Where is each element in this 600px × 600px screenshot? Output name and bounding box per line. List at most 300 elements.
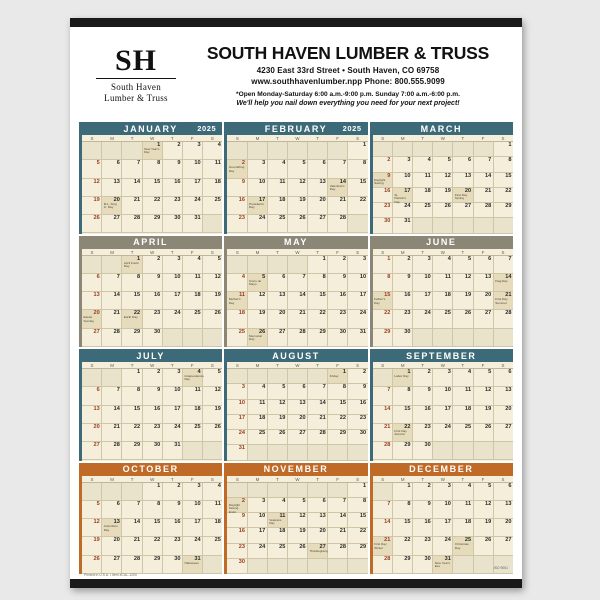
day-cell[interactable] — [328, 384, 348, 399]
day-cell[interactable] — [163, 519, 183, 537]
day-cell[interactable] — [288, 329, 308, 347]
day-cell[interactable] — [227, 179, 247, 197]
day-cell[interactable] — [163, 179, 183, 197]
day-cell[interactable] — [393, 329, 413, 347]
day-cell[interactable] — [494, 369, 513, 387]
day-cell[interactable] — [433, 424, 453, 442]
day-cell[interactable] — [183, 406, 203, 424]
day-cell[interactable] — [308, 256, 328, 274]
day-cell[interactable] — [122, 424, 142, 442]
day-cell[interactable] — [453, 369, 473, 387]
day-cell[interactable] — [203, 142, 222, 160]
day-cell[interactable] — [413, 274, 433, 292]
day-cell[interactable] — [82, 160, 102, 178]
day-cell[interactable] — [433, 519, 453, 537]
day-cell[interactable] — [227, 415, 247, 430]
day-cell[interactable] — [328, 274, 348, 292]
day-cell[interactable] — [308, 215, 328, 233]
day-cell[interactable] — [102, 556, 122, 574]
day-cell[interactable] — [433, 157, 453, 172]
day-cell[interactable] — [248, 179, 268, 197]
day-cell[interactable] — [163, 142, 183, 160]
day-cell[interactable] — [348, 292, 367, 310]
day-cell[interactable] — [248, 528, 268, 543]
day-cell[interactable] — [248, 415, 268, 430]
day-cell[interactable] — [268, 498, 288, 513]
day-cell[interactable] — [203, 292, 222, 310]
day-cell[interactable] — [183, 215, 203, 233]
day-cell[interactable] — [122, 329, 142, 347]
day-cell[interactable] — [373, 387, 393, 405]
day-cell[interactable] — [494, 157, 513, 172]
day-cell[interactable] — [308, 274, 328, 292]
day-cell[interactable] — [474, 501, 494, 519]
day-cell[interactable] — [183, 501, 203, 519]
day-cell[interactable] — [328, 215, 348, 233]
day-cell[interactable] — [163, 406, 183, 424]
day-cell[interactable] — [143, 519, 163, 537]
day-cell[interactable] — [288, 544, 308, 559]
day-cell[interactable] — [348, 142, 367, 160]
day-cell[interactable] — [474, 188, 494, 203]
day-cell[interactable] — [413, 256, 433, 274]
day-cell[interactable] — [494, 501, 513, 519]
day-cell[interactable] — [143, 369, 163, 387]
day-cell[interactable] — [288, 400, 308, 415]
day-cell[interactable] — [143, 310, 163, 328]
day-cell[interactable] — [163, 256, 183, 274]
day-cell[interactable] — [494, 424, 513, 442]
day-cell[interactable] — [393, 424, 413, 442]
day-cell[interactable] — [373, 173, 393, 188]
day-cell[interactable] — [268, 384, 288, 399]
day-cell[interactable] — [102, 406, 122, 424]
day-cell[interactable] — [328, 369, 348, 384]
day-cell[interactable] — [494, 274, 513, 292]
day-cell[interactable] — [453, 483, 473, 501]
day-cell[interactable] — [122, 501, 142, 519]
day-cell[interactable] — [227, 528, 247, 543]
day-cell[interactable] — [328, 513, 348, 528]
day-cell[interactable] — [328, 256, 348, 274]
day-cell[interactable] — [203, 197, 222, 215]
day-cell[interactable] — [373, 188, 393, 203]
day-cell[interactable] — [163, 160, 183, 178]
day-cell[interactable] — [348, 400, 367, 415]
day-cell[interactable] — [82, 442, 102, 460]
day-cell[interactable] — [227, 445, 247, 460]
day-cell[interactable] — [308, 384, 328, 399]
day-cell[interactable] — [203, 501, 222, 519]
day-cell[interactable] — [227, 310, 247, 328]
day-cell[interactable] — [268, 430, 288, 445]
day-cell[interactable] — [163, 387, 183, 405]
day-cell[interactable] — [163, 369, 183, 387]
day-cell[interactable] — [227, 292, 247, 310]
day-cell[interactable] — [82, 179, 102, 197]
day-cell[interactable] — [183, 519, 203, 537]
day-cell[interactable] — [268, 528, 288, 543]
day-cell[interactable] — [348, 498, 367, 513]
day-cell[interactable] — [328, 498, 348, 513]
day-cell[interactable] — [102, 179, 122, 197]
day-cell[interactable] — [433, 292, 453, 310]
day-cell[interactable] — [203, 179, 222, 197]
day-cell[interactable] — [183, 387, 203, 405]
day-cell[interactable] — [308, 197, 328, 215]
day-cell[interactable] — [143, 256, 163, 274]
day-cell[interactable] — [308, 544, 328, 559]
day-cell[interactable] — [122, 556, 142, 574]
day-cell[interactable] — [143, 406, 163, 424]
day-cell[interactable] — [163, 556, 183, 574]
day-cell[interactable] — [82, 310, 102, 328]
day-cell[interactable] — [248, 292, 268, 310]
day-cell[interactable] — [474, 369, 494, 387]
day-cell[interactable] — [268, 179, 288, 197]
day-cell[interactable] — [373, 256, 393, 274]
day-cell[interactable] — [248, 215, 268, 233]
day-cell[interactable] — [288, 274, 308, 292]
day-cell[interactable] — [308, 400, 328, 415]
day-cell[interactable] — [102, 215, 122, 233]
day-cell[interactable] — [203, 310, 222, 328]
day-cell[interactable] — [494, 406, 513, 424]
day-cell[interactable] — [203, 424, 222, 442]
day-cell[interactable] — [227, 498, 247, 513]
day-cell[interactable] — [433, 556, 453, 574]
day-cell[interactable] — [308, 415, 328, 430]
day-cell[interactable] — [393, 218, 413, 233]
day-cell[interactable] — [373, 203, 393, 218]
day-cell[interactable] — [453, 173, 473, 188]
day-cell[interactable] — [122, 160, 142, 178]
day-cell[interactable] — [183, 424, 203, 442]
day-cell[interactable] — [393, 442, 413, 460]
day-cell[interactable] — [433, 274, 453, 292]
day-cell[interactable] — [122, 537, 142, 555]
day-cell[interactable] — [143, 424, 163, 442]
day-cell[interactable] — [288, 292, 308, 310]
day-cell[interactable] — [82, 292, 102, 310]
day-cell[interactable] — [474, 310, 494, 328]
day-cell[interactable] — [433, 406, 453, 424]
day-cell[interactable] — [348, 369, 367, 384]
day-cell[interactable] — [82, 197, 102, 215]
day-cell[interactable] — [433, 369, 453, 387]
day-cell[interactable] — [163, 424, 183, 442]
day-cell[interactable] — [163, 501, 183, 519]
day-cell[interactable] — [268, 197, 288, 215]
day-cell[interactable] — [413, 292, 433, 310]
day-cell[interactable] — [288, 430, 308, 445]
day-cell[interactable] — [183, 256, 203, 274]
day-cell[interactable] — [494, 142, 513, 157]
day-cell[interactable] — [474, 387, 494, 405]
day-cell[interactable] — [413, 556, 433, 574]
day-cell[interactable] — [413, 310, 433, 328]
day-cell[interactable] — [122, 387, 142, 405]
day-cell[interactable] — [453, 406, 473, 424]
day-cell[interactable] — [102, 329, 122, 347]
day-cell[interactable] — [393, 310, 413, 328]
day-cell[interactable] — [203, 519, 222, 537]
day-cell[interactable] — [393, 173, 413, 188]
day-cell[interactable] — [373, 442, 393, 460]
day-cell[interactable] — [453, 424, 473, 442]
day-cell[interactable] — [453, 274, 473, 292]
day-cell[interactable] — [82, 274, 102, 292]
day-cell[interactable] — [433, 188, 453, 203]
day-cell[interactable] — [328, 310, 348, 328]
day-cell[interactable] — [433, 256, 453, 274]
day-cell[interactable] — [474, 292, 494, 310]
day-cell[interactable] — [308, 310, 328, 328]
day-cell[interactable] — [143, 160, 163, 178]
day-cell[interactable] — [413, 173, 433, 188]
day-cell[interactable] — [393, 292, 413, 310]
day-cell[interactable] — [268, 310, 288, 328]
day-cell[interactable] — [308, 329, 328, 347]
day-cell[interactable] — [413, 369, 433, 387]
day-cell[interactable] — [183, 556, 203, 574]
day-cell[interactable] — [143, 215, 163, 233]
day-cell[interactable] — [122, 406, 142, 424]
day-cell[interactable] — [268, 160, 288, 178]
day-cell[interactable] — [474, 424, 494, 442]
day-cell[interactable] — [122, 519, 142, 537]
day-cell[interactable] — [494, 292, 513, 310]
day-cell[interactable] — [288, 384, 308, 399]
day-cell[interactable] — [143, 142, 163, 160]
day-cell[interactable] — [268, 329, 288, 347]
day-cell[interactable] — [227, 274, 247, 292]
day-cell[interactable] — [453, 501, 473, 519]
day-cell[interactable] — [373, 519, 393, 537]
day-cell[interactable] — [393, 519, 413, 537]
day-cell[interactable] — [227, 559, 247, 574]
day-cell[interactable] — [328, 528, 348, 543]
day-cell[interactable] — [348, 430, 367, 445]
day-cell[interactable] — [494, 387, 513, 405]
day-cell[interactable] — [453, 310, 473, 328]
day-cell[interactable] — [494, 519, 513, 537]
day-cell[interactable] — [393, 256, 413, 274]
day-cell[interactable] — [183, 310, 203, 328]
day-cell[interactable] — [143, 501, 163, 519]
day-cell[interactable] — [248, 544, 268, 559]
day-cell[interactable] — [163, 274, 183, 292]
day-cell[interactable] — [474, 274, 494, 292]
day-cell[interactable] — [348, 310, 367, 328]
day-cell[interactable] — [474, 519, 494, 537]
day-cell[interactable] — [474, 173, 494, 188]
day-cell[interactable] — [102, 292, 122, 310]
day-cell[interactable] — [288, 197, 308, 215]
day-cell[interactable] — [348, 197, 367, 215]
day-cell[interactable] — [163, 483, 183, 501]
day-cell[interactable] — [413, 203, 433, 218]
day-cell[interactable] — [348, 160, 367, 178]
day-cell[interactable] — [227, 384, 247, 399]
day-cell[interactable] — [373, 292, 393, 310]
day-cell[interactable] — [393, 501, 413, 519]
day-cell[interactable] — [248, 384, 268, 399]
day-cell[interactable] — [308, 513, 328, 528]
day-cell[interactable] — [122, 442, 142, 460]
day-cell[interactable] — [453, 157, 473, 172]
day-cell[interactable] — [248, 400, 268, 415]
day-cell[interactable] — [328, 430, 348, 445]
day-cell[interactable] — [393, 406, 413, 424]
day-cell[interactable] — [102, 424, 122, 442]
day-cell[interactable] — [102, 537, 122, 555]
day-cell[interactable] — [413, 442, 433, 460]
day-cell[interactable] — [143, 556, 163, 574]
day-cell[interactable] — [328, 329, 348, 347]
day-cell[interactable] — [348, 528, 367, 543]
day-cell[interactable] — [82, 556, 102, 574]
day-cell[interactable] — [413, 424, 433, 442]
day-cell[interactable] — [308, 160, 328, 178]
day-cell[interactable] — [328, 197, 348, 215]
day-cell[interactable] — [163, 537, 183, 555]
day-cell[interactable] — [288, 310, 308, 328]
day-cell[interactable] — [474, 256, 494, 274]
day-cell[interactable] — [433, 203, 453, 218]
day-cell[interactable] — [373, 218, 393, 233]
day-cell[interactable] — [453, 537, 473, 555]
day-cell[interactable] — [227, 400, 247, 415]
day-cell[interactable] — [494, 256, 513, 274]
day-cell[interactable] — [328, 400, 348, 415]
day-cell[interactable] — [413, 519, 433, 537]
day-cell[interactable] — [227, 160, 247, 178]
day-cell[interactable] — [308, 498, 328, 513]
day-cell[interactable] — [373, 556, 393, 574]
day-cell[interactable] — [494, 310, 513, 328]
day-cell[interactable] — [227, 215, 247, 233]
day-cell[interactable] — [163, 310, 183, 328]
day-cell[interactable] — [373, 157, 393, 172]
day-cell[interactable] — [373, 406, 393, 424]
day-cell[interactable] — [268, 274, 288, 292]
day-cell[interactable] — [122, 369, 142, 387]
day-cell[interactable] — [102, 387, 122, 405]
day-cell[interactable] — [308, 179, 328, 197]
day-cell[interactable] — [143, 387, 163, 405]
day-cell[interactable] — [268, 513, 288, 528]
day-cell[interactable] — [348, 483, 367, 498]
day-cell[interactable] — [82, 329, 102, 347]
day-cell[interactable] — [433, 310, 453, 328]
day-cell[interactable] — [474, 537, 494, 555]
day-cell[interactable] — [288, 215, 308, 233]
day-cell[interactable] — [393, 387, 413, 405]
day-cell[interactable] — [183, 142, 203, 160]
day-cell[interactable] — [163, 442, 183, 460]
day-cell[interactable] — [122, 197, 142, 215]
day-cell[interactable] — [203, 160, 222, 178]
day-cell[interactable] — [413, 188, 433, 203]
day-cell[interactable] — [248, 310, 268, 328]
day-cell[interactable] — [248, 329, 268, 347]
day-cell[interactable] — [163, 215, 183, 233]
day-cell[interactable] — [373, 501, 393, 519]
day-cell[interactable] — [248, 274, 268, 292]
day-cell[interactable] — [268, 415, 288, 430]
day-cell[interactable] — [122, 310, 142, 328]
day-cell[interactable] — [433, 387, 453, 405]
day-cell[interactable] — [183, 369, 203, 387]
day-cell[interactable] — [227, 544, 247, 559]
day-cell[interactable] — [494, 203, 513, 218]
day-cell[interactable] — [183, 483, 203, 501]
day-cell[interactable] — [393, 369, 413, 387]
day-cell[interactable] — [248, 197, 268, 215]
day-cell[interactable] — [183, 197, 203, 215]
day-cell[interactable] — [393, 157, 413, 172]
day-cell[interactable] — [393, 556, 413, 574]
day-cell[interactable] — [102, 501, 122, 519]
day-cell[interactable] — [474, 483, 494, 501]
day-cell[interactable] — [348, 179, 367, 197]
day-cell[interactable] — [373, 537, 393, 555]
day-cell[interactable] — [143, 329, 163, 347]
day-cell[interactable] — [433, 173, 453, 188]
day-cell[interactable] — [393, 203, 413, 218]
day-cell[interactable] — [373, 424, 393, 442]
day-cell[interactable] — [248, 430, 268, 445]
day-cell[interactable] — [82, 215, 102, 233]
day-cell[interactable] — [453, 188, 473, 203]
day-cell[interactable] — [348, 415, 367, 430]
day-cell[interactable] — [268, 544, 288, 559]
day-cell[interactable] — [308, 528, 328, 543]
day-cell[interactable] — [413, 537, 433, 555]
day-cell[interactable] — [122, 292, 142, 310]
day-cell[interactable] — [494, 537, 513, 555]
day-cell[interactable] — [373, 310, 393, 328]
day-cell[interactable] — [82, 537, 102, 555]
day-cell[interactable] — [122, 256, 142, 274]
day-cell[interactable] — [183, 274, 203, 292]
day-cell[interactable] — [348, 256, 367, 274]
day-cell[interactable] — [82, 501, 102, 519]
day-cell[interactable] — [393, 483, 413, 501]
day-cell[interactable] — [122, 179, 142, 197]
day-cell[interactable] — [453, 519, 473, 537]
day-cell[interactable] — [348, 384, 367, 399]
day-cell[interactable] — [308, 430, 328, 445]
day-cell[interactable] — [227, 513, 247, 528]
day-cell[interactable] — [102, 274, 122, 292]
day-cell[interactable] — [474, 203, 494, 218]
day-cell[interactable] — [308, 292, 328, 310]
day-cell[interactable] — [453, 256, 473, 274]
day-cell[interactable] — [373, 329, 393, 347]
day-cell[interactable] — [474, 406, 494, 424]
day-cell[interactable] — [82, 424, 102, 442]
day-cell[interactable] — [268, 215, 288, 233]
day-cell[interactable] — [143, 442, 163, 460]
day-cell[interactable] — [413, 157, 433, 172]
day-cell[interactable] — [288, 160, 308, 178]
day-cell[interactable] — [102, 197, 122, 215]
day-cell[interactable] — [203, 406, 222, 424]
day-cell[interactable] — [143, 274, 163, 292]
day-cell[interactable] — [348, 544, 367, 559]
